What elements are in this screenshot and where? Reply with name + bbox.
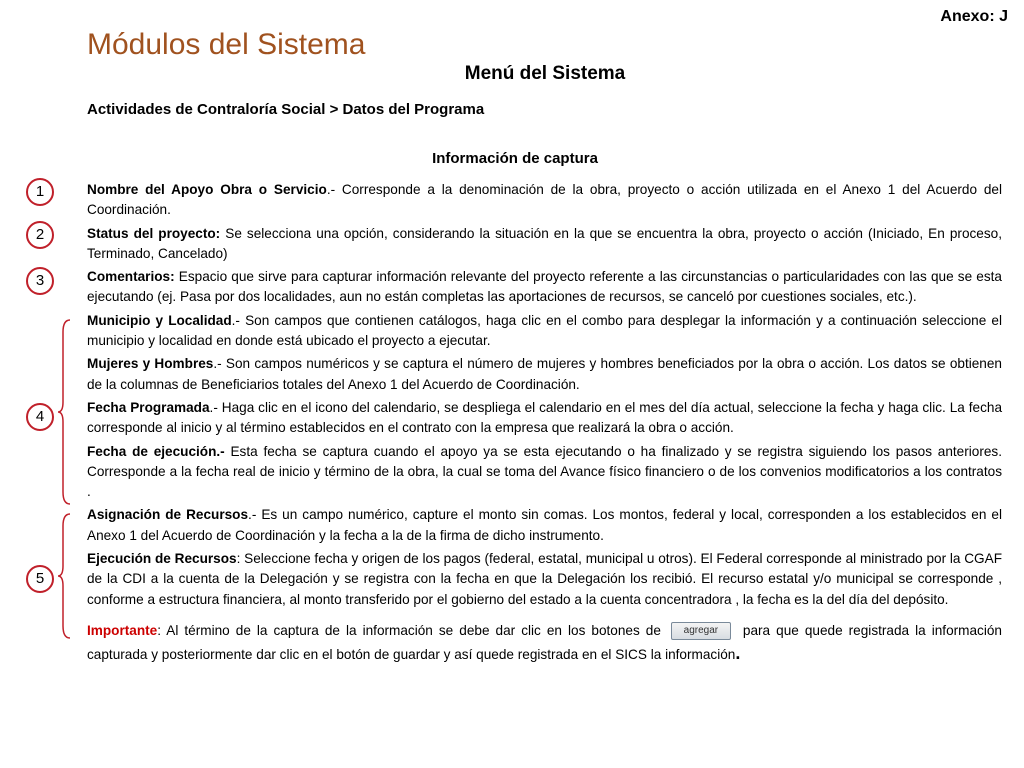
item-term: Municipio y Localidad xyxy=(87,312,232,328)
item-text: Esta fecha se captura cuando el apoyo ya se esta ejecutando o ha finalizado y se registra siguiendo los pasos anteriores. Corresponde a la fecha real de inicio y término de la obra, la cual se toma del Avance físico financiero o de los convenios modificatorios a los contratos . xyxy=(87,443,1002,500)
item-text: .- Corresponde a la denominación de la obra, proyecto o acción utilizada en el Anexo 1 del Acuerdo del Coordinación. xyxy=(87,182,1002,218)
item-municipio-localidad xyxy=(87,311,1002,352)
item-ejecucion-recursos xyxy=(87,549,1002,610)
important-text-after: para que quede registrada la información capturada y posteriormente dar clic en el botón de guardar y así quede registrada en el SICS la información xyxy=(87,622,1002,662)
item-term: Ejecución de Recursos xyxy=(87,551,237,567)
item-text: .- Son campos que contienen catálogos, haga clic en el combo para desplegar la información y a continuación seleccione el municipio y localidad en donde está ubicado el proyecto a ejecutar. xyxy=(87,312,1002,349)
item-nombre-apoyo xyxy=(87,180,1002,221)
item-fecha-programada xyxy=(87,398,1002,439)
item-term: Comentarios: xyxy=(87,269,175,285)
item-text: Se selecciona una opción, considerando la situación en la que se encuentra la obra, proyecto o acción (Iniciado, En proceso, Terminado, Cancelado) xyxy=(87,225,1002,261)
important-note xyxy=(87,620,1002,666)
menu-subtitle: Menú del Sistema xyxy=(464,63,626,84)
brace-group-4 xyxy=(56,318,72,506)
item-term: Status del proyecto: xyxy=(87,225,221,241)
step-badge-4: 4 xyxy=(26,403,54,431)
step-badge-5: 5 xyxy=(26,565,54,593)
item-asignacion-recursos xyxy=(87,505,1002,546)
important-end: . xyxy=(735,642,741,663)
item-comentarios xyxy=(87,267,1002,308)
step-badge-3: 3 xyxy=(26,267,54,295)
item-text: .- Haga clic en el icono del calendario, se despliega el calendario en el mes del día actual, seleccione la fecha y haga clic. La fecha corresponde al inicio y al término establecidos en el contrato con la empresa que realizará la obra o acción. xyxy=(87,399,1003,436)
item-term: Asignación de Recursos xyxy=(87,507,249,523)
item-term: Nombre del Apoyo Obra o Servicio xyxy=(87,182,327,197)
item-mujeres-hombres xyxy=(87,354,1002,395)
section-title: Información de captura xyxy=(432,150,598,167)
item-status-proyecto xyxy=(87,224,1002,265)
item-text: .- Son campos numéricos y se captura el número de mujeres y hombres beneficiados por la obra o acción. Los datos se obtienen de la columnas de Beneficiarios totales del Anexo 1 del Acuerdo de Coordinación. xyxy=(87,356,1002,392)
item-text: .- Es un campo numérico, capture el monto sin comas. Los montos, federal y local, corresponden a los establecidos en el Anexo 1 del Acuerdo de Coordinación y la fecha a la de la firma de dicho instrumento. xyxy=(87,507,1002,543)
important-label: Importante xyxy=(87,622,158,638)
breadcrumb: Actividades de Contraloría Social > Datos del Programa xyxy=(87,101,485,118)
step-badge-1: 1 xyxy=(26,178,54,206)
important-text-before: : Al término de la captura de la información se debe dar clic en los botones de xyxy=(157,622,661,638)
agregar-button[interactable]: agregar xyxy=(671,622,731,640)
item-text: Espacio que sirve para capturar información relevante del proyecto referente a las circunstancias o particularidades con las que se esta ejecutando (ej. Pasa por dos localidades, aun no están completas las aportaciones de recursos, se canceló por cuestiones sociales, etc.). xyxy=(87,269,1002,305)
capture-info-list xyxy=(87,180,1002,666)
item-term: Fecha de ejecución.- xyxy=(87,443,225,459)
item-term: Fecha Programada xyxy=(87,399,210,415)
brace-group-5 xyxy=(56,512,72,640)
item-text: : Seleccione fecha y origen de los pagos (federal, estatal, municipal u otros). El Federal corresponde al ministrado por la CGAF de la CDI a la cuenta de la Delegación y se registra con la fecha en que la Delegación los recibió. El recurso estatal y/o municipal se corresponde , conforme a estructura financiera, al monto transferido por el gobierno del estado a la cuenta concentradora , la fecha es la del día del depósito. xyxy=(87,551,1003,607)
page-title: Módulos del Sistema xyxy=(87,28,366,61)
step-badge-2: 2 xyxy=(26,221,54,249)
item-term: Mujeres y Hombres xyxy=(87,356,214,372)
item-fecha-ejecucion xyxy=(87,442,1002,503)
annex-label: Anexo: J xyxy=(940,8,1008,25)
